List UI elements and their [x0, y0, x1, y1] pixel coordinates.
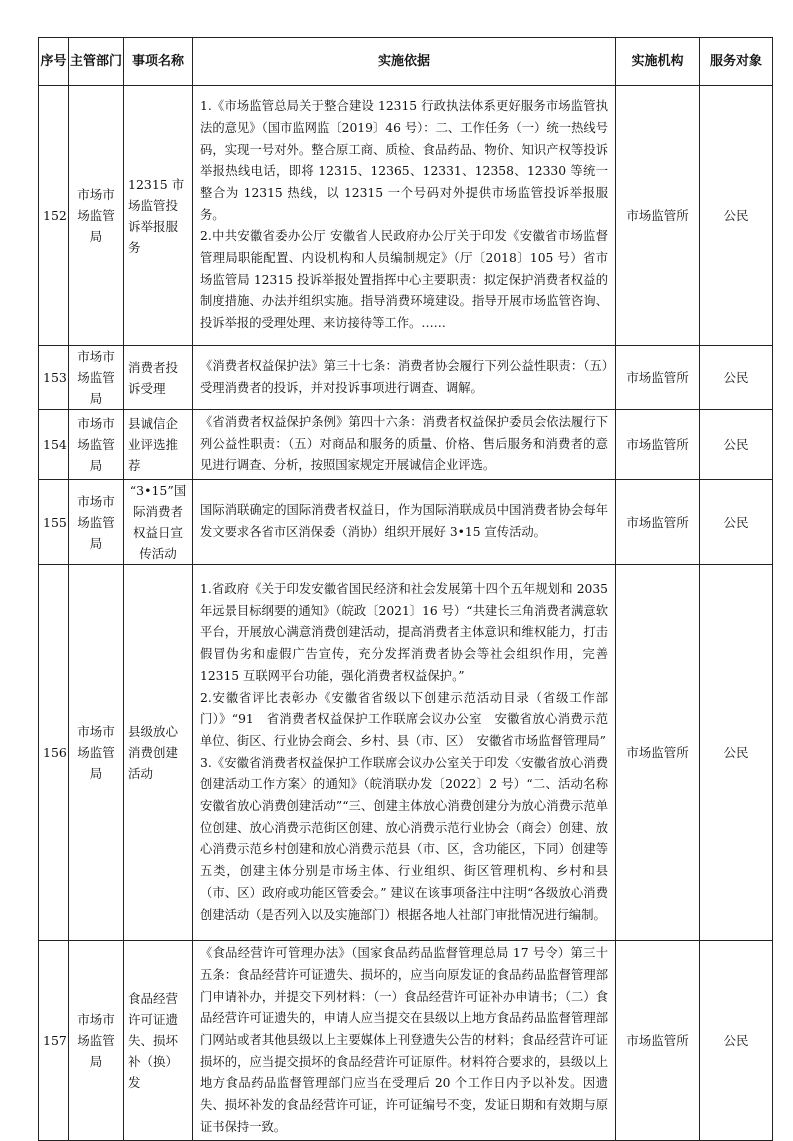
table-row [39, 410, 773, 480]
basis-paragraph: 1.省政府《关于印发安徽省国民经济和社会发展第十四个五年规划和 2035 年远景目标纲要的通知》（皖政〔2021〕16 号）“共建长三角消费者满意软平台，开展放心满意消费创建活动，提高消费者主体意识和维权能力，打击假冒伪劣和虚假广告宣传，充分发挥消费者协会等社会组织作用，完善 12315 互联网平台功能，强化消费者权益保护。” [200, 581, 608, 683]
basis-paragraph: 国际消联确定的国际消费者权益日，作为国际消联成员中国消费者协会每年发文要求各省市区消保委（消协）组织开展好 3•15 宣传活动。 [200, 503, 608, 540]
header-dept: 主管部门 [69, 38, 124, 86]
row-agency: 市场监管所 [616, 941, 700, 1141]
header-item: 事项名称 [124, 38, 193, 86]
row-item: 食品经营许可证遗失、损坏补（换）发 [124, 941, 193, 1141]
row-target: 公民 [700, 480, 773, 565]
table-row [39, 346, 773, 410]
row-agency: 市场监管所 [616, 410, 700, 480]
row-dept: 市场市场监管局 [69, 480, 124, 565]
row-seq: 153 [39, 346, 69, 410]
row-agency: 市场监管所 [616, 480, 700, 565]
row-basis [193, 480, 616, 565]
table-row [39, 86, 773, 346]
row-target: 公民 [700, 941, 773, 1141]
basis-paragraph: 《消费者权益保护法》第三十七条：消费者协会履行下列公益性职责：（五）受理消费者的投诉，并对投诉事项进行调查、调解。 [200, 358, 608, 395]
header-target: 服务对象 [700, 38, 773, 86]
row-target: 公民 [700, 346, 773, 410]
row-seq: 157 [39, 941, 69, 1141]
row-basis [193, 346, 616, 410]
header-agency: 实施机构 [616, 38, 700, 86]
row-dept: 市场市场监管局 [69, 565, 124, 941]
basis-paragraph: 2.安徽省评比表彰办《安徽省省级以下创建示范活动目录（省级工作部门）》“91 省消费者权益保护工作联席会议办公室 安徽省放心消费示范单位、街区、行业协会商会、乡村、县（市、区） 安徽省市场监督管理局” [200, 690, 608, 748]
row-agency: 市场监管所 [616, 346, 700, 410]
row-seq: 156 [39, 565, 69, 941]
row-item: 12315 市场监管投诉举报服务 [124, 86, 193, 346]
basis-paragraph: 《食品经营许可管理办法》（国家食品药品监督管理总局 17 号令）第三十五条：食品经营许可证遗失、损坏的，应当向原发证的食品药品监督管理部门申请补办，并提交下列材料：（一）食品经营许可证补办申请书；（二）食品经营许可证遗失的，申请人应当提交在县级以上地方食品药品监督管理部门网站或者其他县级以上主要媒体上刊登遗失公告的材料；食品经营许可证损坏的，应当提交损坏的食品经营许可证原件。材料符合要求的，县级以上地方食品药品监督管理部门应当在受理后 20 个工作日内予以补发。因遗失、损坏补发的食品经营许可证，许可证编号不变，发证日期和有效期与原证书保持一致。 [200, 946, 608, 1134]
row-agency: 市场监管所 [616, 565, 700, 941]
row-dept: 市场市场监管局 [69, 346, 124, 410]
basis-paragraph: 1.《市场监管总局关于整合建设 12315 行政执法体系更好服务市场监管执法的意见》（国市监网监〔2019〕46 号）：二、工作任务（一）统一热线号码，实现一号对外。整合原工商、质检、食品药品、物价、知识产权等投诉举报热线电话，即将 12315、12365、12331、12358、12330 等统一整合为 12315 热线，以 12315 一个号码对外提供市场监管投诉举报服务。 [200, 99, 608, 222]
row-item: 消费者投诉受理 [124, 346, 193, 410]
row-dept: 市场市场监管局 [69, 410, 124, 480]
header-seq: 序号 [39, 38, 69, 86]
table-row [39, 941, 773, 1141]
table-row [39, 565, 773, 941]
row-basis [193, 941, 616, 1141]
row-item: “3•15”国际消费者权益日宣传活动 [124, 480, 193, 565]
table-header-row [39, 38, 773, 86]
row-basis [193, 410, 616, 480]
row-item: 县诚信企业评选推荐 [124, 410, 193, 480]
service-items-table [38, 37, 773, 1141]
row-seq: 154 [39, 410, 69, 480]
table-row [39, 480, 773, 565]
row-item: 县级放心消费创建活动 [124, 565, 193, 941]
row-basis [193, 86, 616, 346]
row-target: 公民 [700, 565, 773, 941]
row-dept: 市场市场监管局 [69, 86, 124, 346]
row-dept: 市场市场监管局 [69, 941, 124, 1141]
basis-paragraph: 《省消费者权益保护条例》第四十六条：消费者权益保护委员会依法履行下列公益性职责：（五）对商品和服务的质量、价格、售后服务和消费者的意见进行调查、分析，按照国家规定开展诚信企业评选。 [200, 415, 608, 473]
row-seq: 155 [39, 480, 69, 565]
row-basis [193, 565, 621, 941]
header-basis: 实施依据 [193, 38, 616, 86]
row-target: 公民 [700, 410, 773, 480]
basis-paragraph: 3.《安徽省消费者权益保护工作联席会议办公室关于印发〈安徽省放心消费创建活动工作方案〉的通知》（皖消联办发〔2022〕2 号）“二、活动名称 安徽省放心消费创建活动”“三、创建主体放心消费创建分为放心消费示范单位创建、放心消费示范街区创建、放心消费示范行业协会（商会）创建、放心消费示范乡村创建和放心消费示范县（市、区，含功能区，下同）创建等五类，创建主体分别是市场主体、行业组织、街区管理机构、乡村和县（市、区）政府或功能区管委会。” 建议在该事项备注中注明“各级放心消费创建活动（是否列入以及实施部门）根据各地人社部门审批情况进行编制。 [200, 755, 621, 922]
row-target: 公民 [700, 86, 773, 346]
row-seq: 152 [39, 86, 69, 346]
basis-paragraph: 2.中共安徽省委办公厅 安徽省人民政府办公厅关于印发《安徽省市场监督管理局职能配置、内设机构和人员编制规定》（厅〔2018〕105 号）省市场监管局 12315 投诉举报处置指挥中心主要职责：拟定保护消费者权益的制度措施、办法并组织实施。指导消费环境建设。指导开展市场监管咨询、投诉举报的受理处理、来访接待等工作。…… [200, 229, 608, 331]
row-agency: 市场监管所 [616, 86, 700, 346]
